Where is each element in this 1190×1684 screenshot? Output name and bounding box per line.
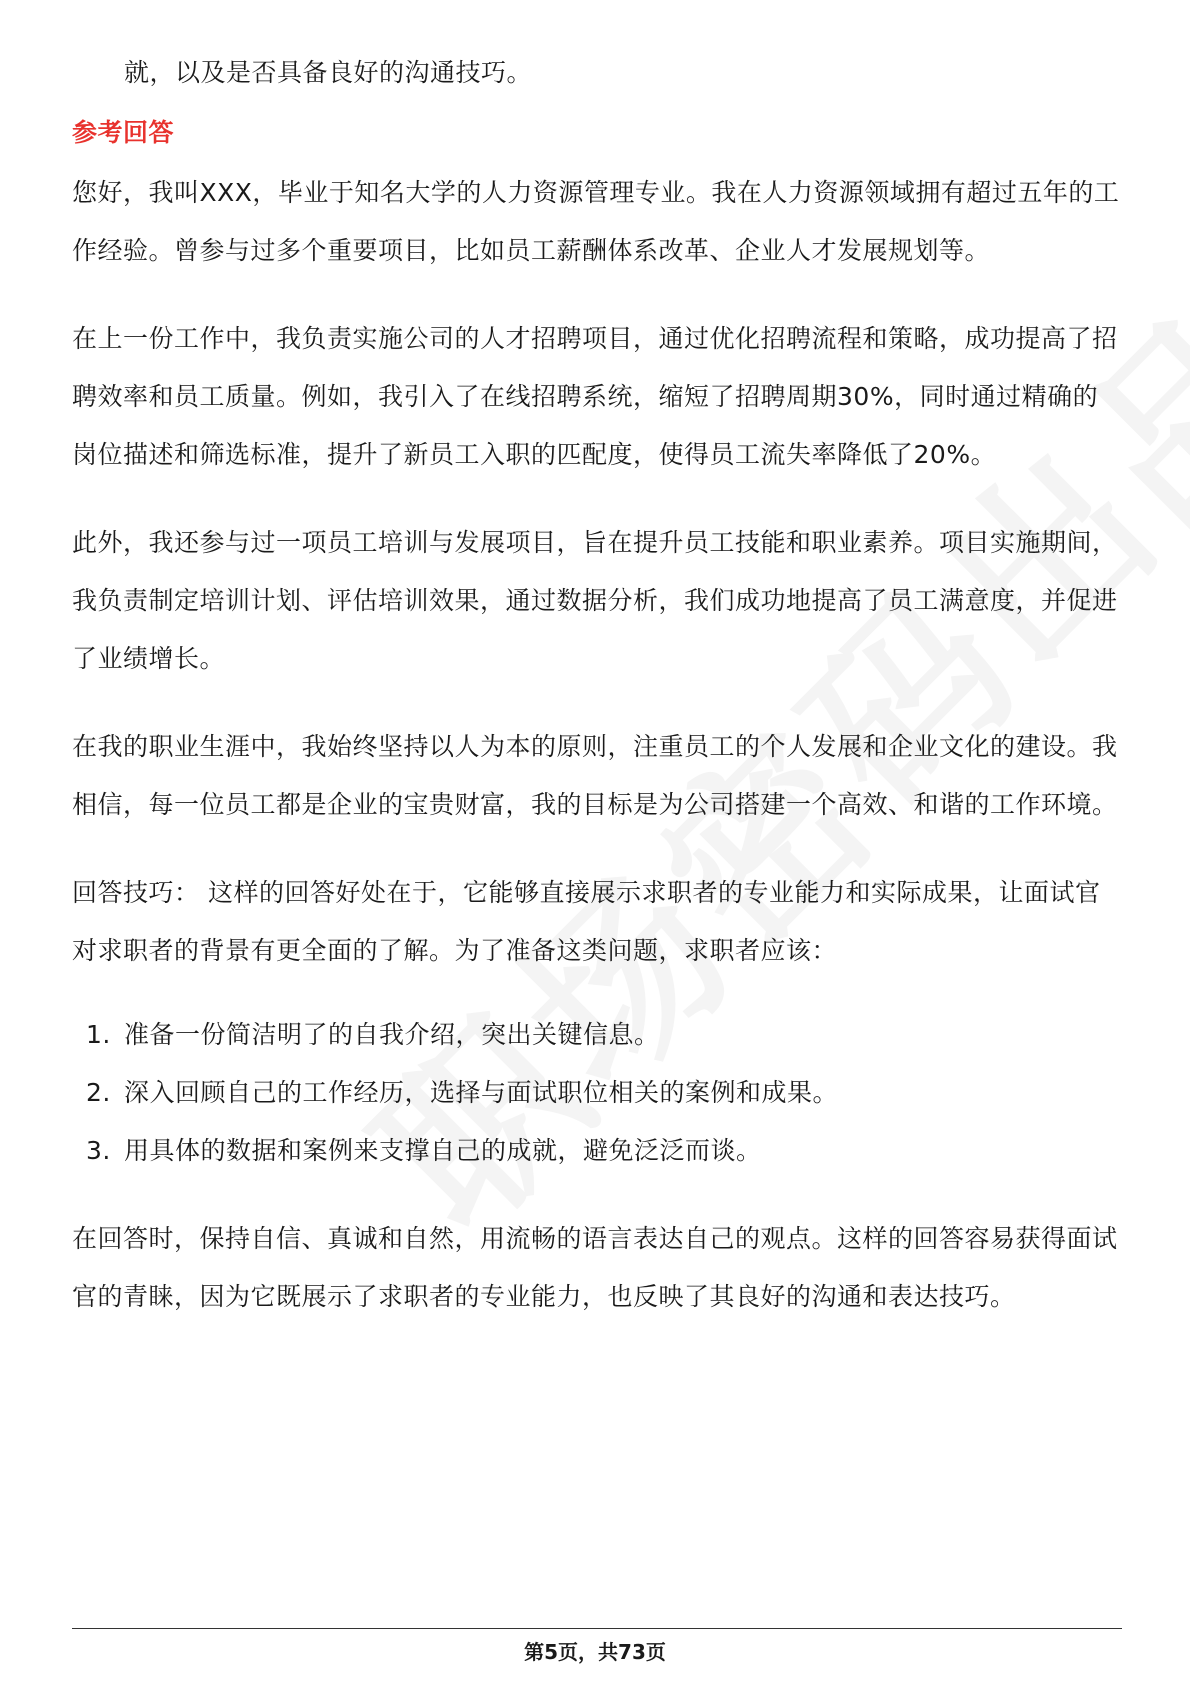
list-item [72, 1064, 1122, 1122]
tips-list [72, 1006, 1122, 1180]
list-item-text: 准备一份简洁明了的自我介绍，突出关键信息。 [124, 1020, 660, 1049]
section-heading: 参考回答 [72, 118, 175, 147]
footer-divider [72, 1628, 1122, 1629]
continuation-text: 就，以及是否具备良好的沟通技巧。 [124, 58, 533, 87]
list-item [72, 1006, 1122, 1064]
answer-paragraph-2: 在上一份工作中，我负责实施公司的人才招聘项目，通过优化招聘流程和策略，成功提高了招聘效率和员工质量。例如，我引入了在线招聘系统，缩短了招聘周期30%，同时通过精确的岗位描述和筛选标准，提升了新员工入职的匹配度，使得员工流失率降低了20%。 [72, 324, 1118, 469]
page-content [72, 44, 1122, 1356]
closing-paragraph: 在回答时，保持自信、真诚和自然，用流畅的语言表达自己的观点。这样的回答容易获得面试官的青睐，因为它既展示了求职者的专业能力，也反映了其良好的沟通和表达技巧。 [72, 1224, 1118, 1311]
list-item-number: 2. [86, 1078, 111, 1107]
answer-paragraph-3: 此外，我还参与过一项员工培训与发展项目，旨在提升员工技能和职业素养。项目实施期间，我负责制定培训计划、评估培训效果，通过数据分析，我们成功地提高了员工满意度，并促进了业绩增长。 [72, 528, 1118, 673]
list-item [72, 1122, 1122, 1180]
tips-intro: 回答技巧： 这样的回答好处在于，它能够直接展示求职者的专业能力和实际成果，让面试官对求职者的背景有更全面的了解。为了准备这类问题，求职者应该： [72, 878, 1101, 965]
page-number: 第5页，共73页 [524, 1640, 666, 1664]
answer-paragraph-4: 在我的职业生涯中，我始终坚持以人为本的原则，注重员工的个人发展和企业文化的建设。我相信，每一位员工都是企业的宝贵财富，我的目标是为公司搭建一个高效、和谐的工作环境。 [72, 732, 1118, 819]
list-item-number: 1. [86, 1020, 111, 1049]
list-item-text: 用具体的数据和案例来支撑自己的成就，避免泛泛而谈。 [124, 1136, 762, 1165]
list-item-number: 3. [86, 1136, 111, 1165]
list-item-text: 深入回顾自己的工作经历，选择与面试职位相关的案例和成果。 [124, 1078, 839, 1107]
answer-paragraph-1: 您好，我叫XXX，毕业于知名大学的人力资源管理专业。我在人力资源领域拥有超过五年的工作经验。曾参与过多个重要项目，比如员工薪酬体系改革、企业人才发展规划等。 [72, 178, 1120, 265]
